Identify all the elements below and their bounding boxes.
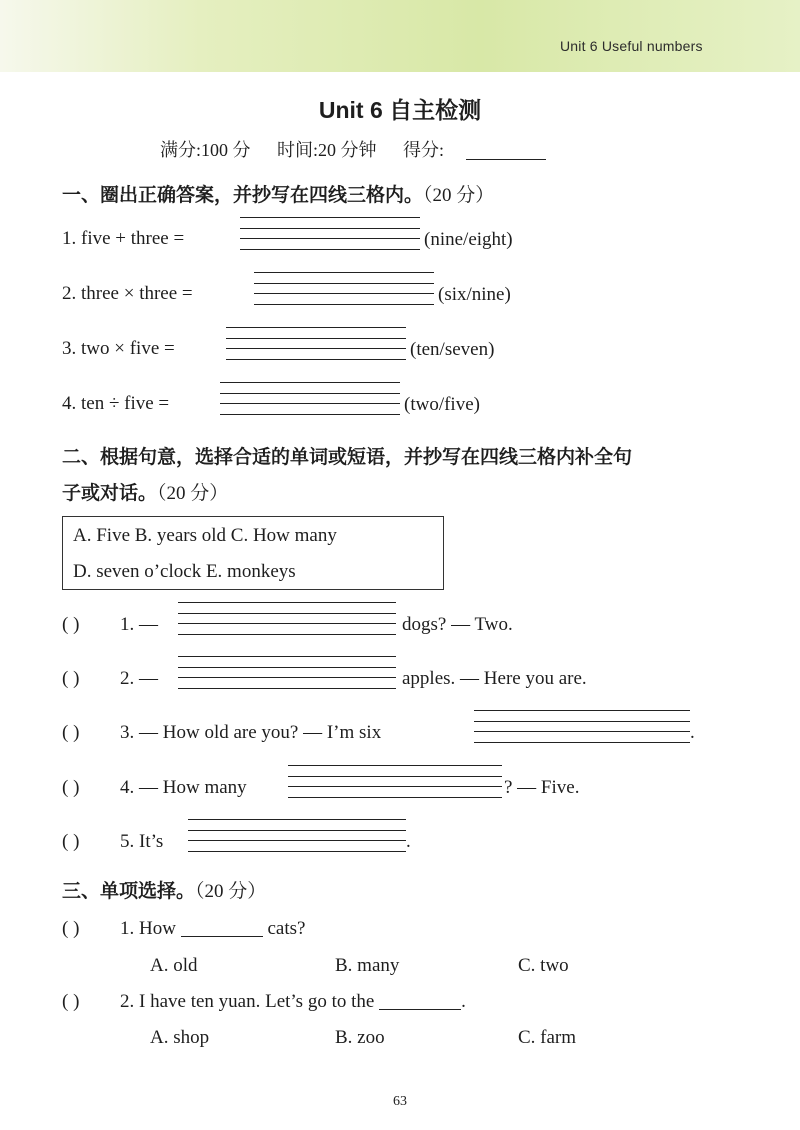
s2-q4-writing-lines[interactable] bbox=[288, 765, 502, 799]
answer-paren[interactable]: ( ) bbox=[62, 722, 80, 743]
s1-q3-options: (ten/seven) bbox=[410, 339, 495, 360]
word-bank-line1: A. Five B. years old C. How many bbox=[73, 525, 337, 546]
s2-q5-after: . bbox=[406, 831, 411, 852]
section-3-heading: 三、单项选择。（20 分） bbox=[62, 881, 267, 902]
s1-q2-options: (six/nine) bbox=[438, 284, 511, 305]
s2-q5-writing-lines[interactable] bbox=[188, 819, 406, 853]
header-band bbox=[0, 0, 800, 72]
s1-q1-options: (nine/eight) bbox=[424, 229, 513, 250]
s2-q1-writing-lines[interactable] bbox=[178, 602, 396, 636]
s1-q3-writing-lines[interactable] bbox=[226, 327, 406, 361]
word-bank-box bbox=[62, 516, 444, 590]
s2-q3-writing-lines[interactable] bbox=[474, 710, 690, 744]
s3-q2-text: 2. I have ten yuan. Let’s go to the . bbox=[120, 991, 466, 1012]
s2-q2-text: 2. — bbox=[120, 668, 158, 689]
s3-q1-text: 1. How cats? bbox=[120, 918, 306, 939]
s1-q4-writing-lines[interactable] bbox=[220, 382, 400, 416]
score-meta bbox=[160, 136, 568, 162]
s2-q3-text: 3. — How old are you? — I’m six bbox=[120, 722, 382, 743]
s1-q1-writing-lines[interactable] bbox=[240, 217, 420, 251]
page-title: Unit 6 自主检测 bbox=[318, 97, 482, 123]
s3-q1-blank[interactable] bbox=[181, 936, 263, 937]
s2-q2-writing-lines[interactable] bbox=[178, 656, 396, 690]
s2-q5-text: 5. It’s bbox=[120, 831, 164, 852]
section-2-heading-line1: 二、根据句意，选择合适的单词或短语，并抄写在四线三格内补全句 bbox=[62, 447, 633, 468]
page-number: 63 bbox=[393, 1094, 407, 1109]
s2-q1-text: 1. — bbox=[120, 614, 158, 635]
time-limit: 时间:20 分钟 bbox=[277, 140, 377, 160]
s3-q2-option-a[interactable]: A. shop bbox=[150, 1027, 210, 1048]
s3-q2-option-b[interactable]: B. zoo bbox=[335, 1027, 385, 1048]
answer-paren[interactable]: ( ) bbox=[62, 777, 80, 798]
section-2-heading-line2: 子或对话。（20 分） bbox=[62, 483, 229, 504]
s3-q1-option-c[interactable]: C. two bbox=[518, 955, 569, 976]
section-1-heading: 一、圈出正确答案，并抄写在四线三格内。（20 分） bbox=[62, 185, 495, 206]
s1-q4-text: 4. ten ÷ five = bbox=[62, 393, 170, 414]
s2-q4-after: ? — Five. bbox=[504, 777, 580, 798]
score-label: 得分: bbox=[403, 140, 568, 160]
s3-q1-option-a[interactable]: A. old bbox=[150, 955, 198, 976]
s3-q2-blank[interactable] bbox=[379, 1009, 461, 1010]
answer-paren[interactable]: ( ) bbox=[62, 614, 80, 635]
word-bank-line2: D. seven o’clock E. monkeys bbox=[73, 561, 296, 582]
s1-q1-text: 1. five + three = bbox=[62, 228, 185, 249]
s3-q2-option-c[interactable]: C. farm bbox=[518, 1027, 577, 1048]
s1-q2-writing-lines[interactable] bbox=[254, 272, 434, 306]
s1-q3-text: 3. two × five = bbox=[62, 338, 175, 359]
s1-q4-options: (two/five) bbox=[404, 394, 480, 415]
answer-paren[interactable]: ( ) bbox=[62, 831, 80, 852]
s3-q1-option-b[interactable]: B. many bbox=[335, 955, 400, 976]
answer-paren[interactable]: ( ) bbox=[62, 668, 80, 689]
s2-q2-after: apples. — Here you are. bbox=[402, 668, 587, 689]
answer-paren[interactable]: ( ) bbox=[62, 991, 80, 1012]
s2-q1-after: dogs? — Two. bbox=[402, 614, 513, 635]
score-blank[interactable] bbox=[466, 159, 546, 160]
answer-paren[interactable]: ( ) bbox=[62, 918, 80, 939]
unit-tag: Unit 6 Useful numbers bbox=[560, 38, 703, 54]
s1-q2-text: 2. three × three = bbox=[62, 283, 193, 304]
full-score: 满分:100 分 bbox=[160, 140, 251, 160]
s2-q4-text: 4. — How many bbox=[120, 777, 247, 798]
s2-q3-after: . bbox=[690, 722, 695, 743]
